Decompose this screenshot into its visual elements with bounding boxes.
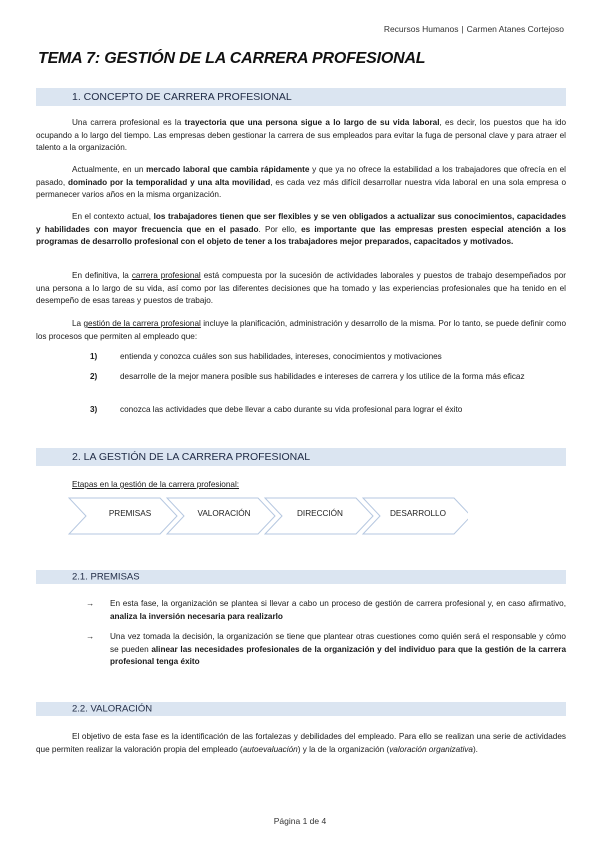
section-1-heading: 1. CONCEPTO DE CARRERA PROFESIONAL	[72, 91, 292, 103]
arrow-icon: →	[86, 599, 95, 608]
premisas-bullet-1: → En esta fase, la organización se plantea si llevar a cabo un proceso de gestión de carrera profesional y, en caso afirmativo, analiza la inversión necesaria para realizarlo	[86, 599, 566, 621]
stage-label-premisas: PREMISAS	[108, 509, 152, 518]
header-subject: Recursos Humanos	[383, 24, 459, 34]
section-1-paragraph-5: La gestión de la carrera profesional incluye la planificación, administración y desarrollo de la misma. Por lo tanto, se puede definir como los procesos que permiten al empleado que:	[36, 319, 566, 341]
header-author: Carmen Atanes Cortejoso	[466, 24, 564, 34]
stages-label: Etapas en la gestión de la carrera profesional:	[72, 480, 240, 489]
page-header	[384, 24, 564, 34]
stage-label-valoracion: VALORACIÓN	[197, 509, 251, 518]
stage-label-desarrollo: DESARROLLO	[390, 509, 446, 518]
document-title: TEMA 7: GESTIÓN DE LA CARRERA PROFESIONAL	[38, 50, 426, 67]
section-1-paragraph-1: Una carrera profesional es la trayectoria que una persona sigue a lo largo de su vida laboral, es decir, los puestos que ha ido ocupando a lo largo del tiempo. Las empresas deben gestionar la carrera de sus empleados para evitar la fuga de personal clave y para atraer el talento a la organización.	[36, 118, 566, 152]
list-item: 2) desarrolle de la mejor manera posible sus habilidades e intereses de carrera y los utilice de la forma más eficaz	[90, 372, 525, 381]
page-number: Página 1 de 4	[273, 816, 327, 826]
list-item: 1) entienda y conozca cuáles son sus habilidades, intereses, conocimientos y motivaciones	[90, 352, 442, 361]
valoracion-paragraph: El objetivo de esta fase es la identificación de las fortalezas y debilidades del empleado. Para ello se realizan una serie de actividades que permiten realizar la valoración propia del empleado (autoevaluación) y la de la organización (valoración organizativa).	[36, 732, 566, 754]
subsection-2-1-heading-bar	[36, 570, 566, 584]
premisas-bullet-2: → Una vez tomada la decisión, la organización se tiene que plantear otras cuestiones como quién será el responsable y cómo se pueden alinear las necesidades profesionales de la organización y del individuo para que la gestión de la carrera profesional tenga éxito	[86, 632, 566, 666]
stage-label-direccion: DIRECCIÓN	[297, 509, 343, 518]
section-2-heading: 2. LA GESTIÓN DE LA CARRERA PROFESIONAL	[72, 451, 311, 463]
section-1-paragraph-3: En el contexto actual, los trabajadores tienen que ser flexibles y se ven obligados a actualizar sus conocimientos, capacidades y habilidades con mayor frecuencia que en el pasado. Por ello, es importante que las empresas presten especial atención a los programas de desarrollo profesional con el objeto de tener a los trabajadores mejor preparados, capacitados y motivados.	[36, 212, 566, 246]
subsection-2-2-heading-bar	[36, 702, 566, 716]
section-1-paragraph-4: En definitiva, la carrera profesional está compuesta por la sucesión de actividades laborales y puestos de trabajo desempeñados por una persona a lo largo de su vida, así como por las diferentes decisiones que ha tomado y las experiencias profesionales que ha tenido en el desempeño de esas tareas y puestos de trabajo.	[36, 271, 567, 305]
section-1-paragraph-2: Actualmente, en un mercado laboral que cambia rápidamente y que ya no ofrece la estabilidad a los trabajadores que ofrecía en el pasado, dominado por la temporalidad y una alta movilidad, es cada vez más difícil desarrollar nuestra vida laboral en una sola empresa o permanecer varios años en la misma organización.	[36, 165, 567, 199]
subsection-2-1-heading: 2.1. PREMISAS	[72, 571, 140, 583]
arrow-icon: →	[86, 632, 95, 641]
section-2-heading-bar	[36, 448, 566, 466]
header-separator: |	[461, 24, 464, 34]
subsection-2-2-heading: 2.2. VALORACIÓN	[72, 703, 153, 715]
list-item: 3) conozca las actividades que debe llevar a cabo durante su vida profesional para lograr el éxito	[90, 405, 463, 414]
section-1-heading-bar	[36, 88, 566, 106]
